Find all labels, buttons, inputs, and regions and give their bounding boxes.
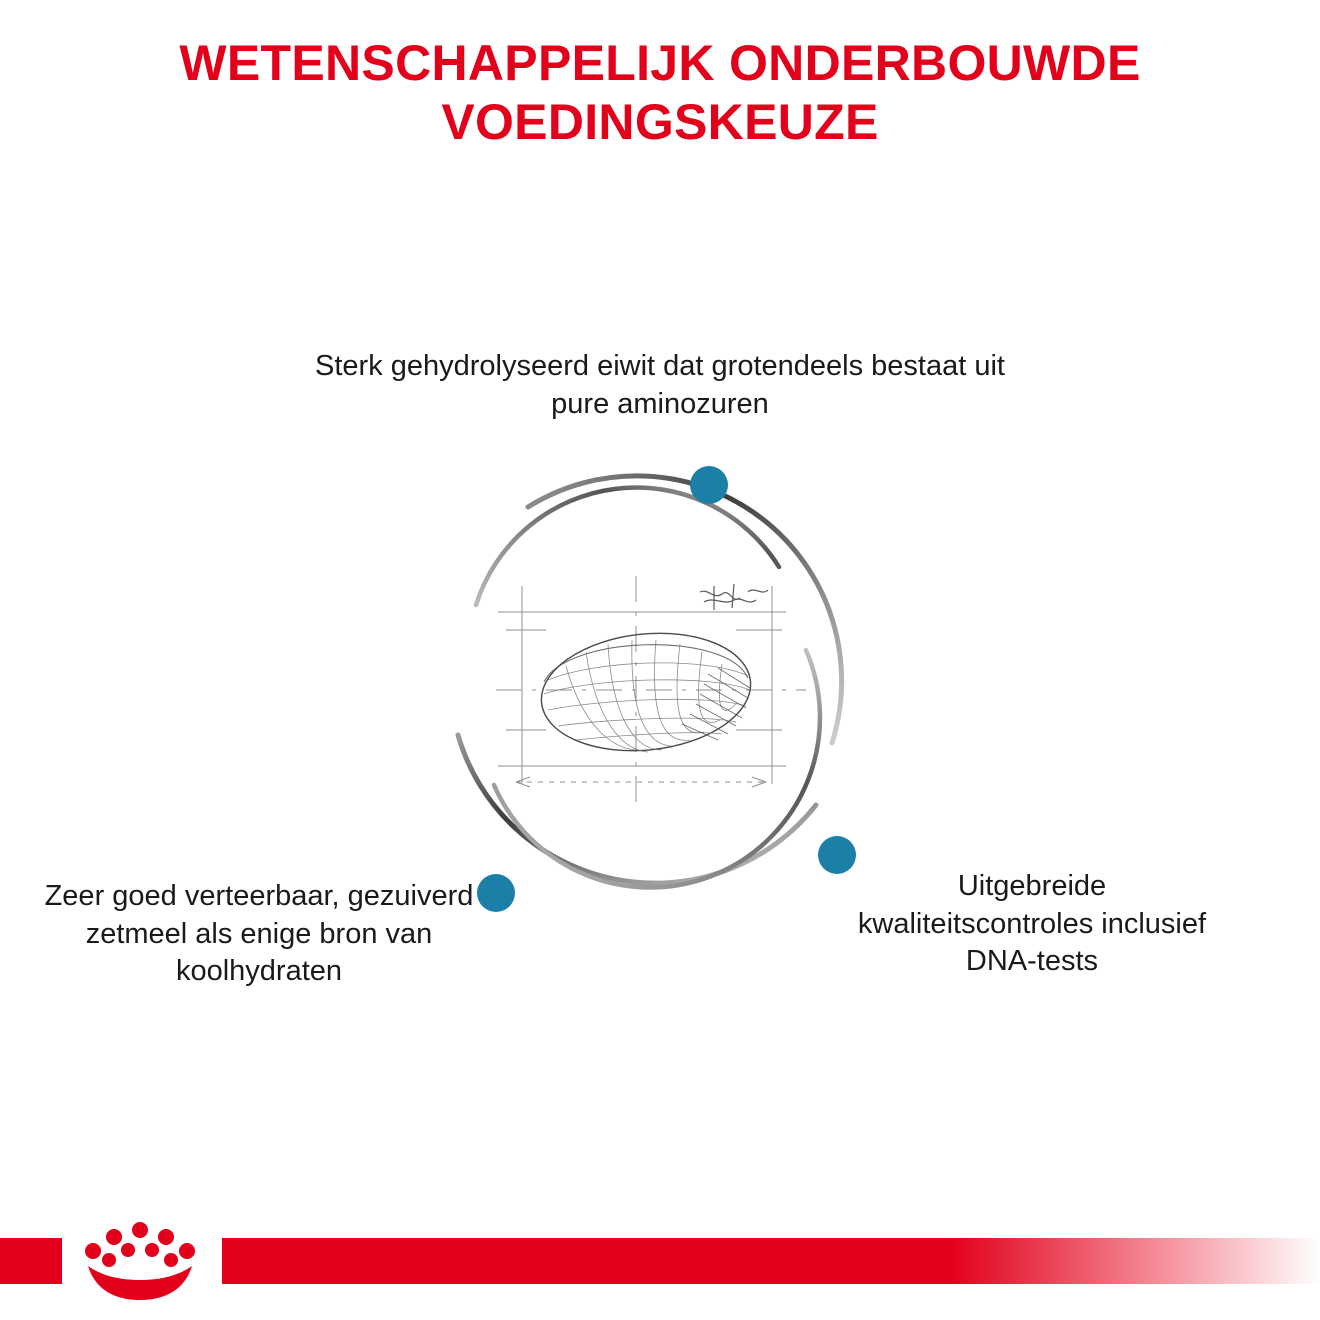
kibble-sketch-icon: [486, 570, 816, 810]
callout-quality-control: Uitgebreide kwaliteitscontroles inclusief DNA-tests: [857, 870, 1207, 978]
center-graphic: [424, 455, 874, 915]
node-dot-right: [818, 836, 856, 874]
callout-starch: Zeer goed verteerbaar, gezuiverd zetmeel als enige bron van koolhydraten: [44, 880, 474, 988]
footer: [0, 1202, 1320, 1320]
page-title: WETENSCHAPPELIJK ONDERBOUWDE VOEDINGSKEUZE: [179, 35, 1141, 150]
callout-protein: Sterk gehydrolyseerd eiwit dat grotendeels bestaat uit pure aminozuren: [315, 350, 1005, 420]
node-dot-top: [690, 466, 728, 504]
node-dot-left: [477, 874, 515, 912]
royal-canin-crown-icon: [74, 1220, 206, 1304]
